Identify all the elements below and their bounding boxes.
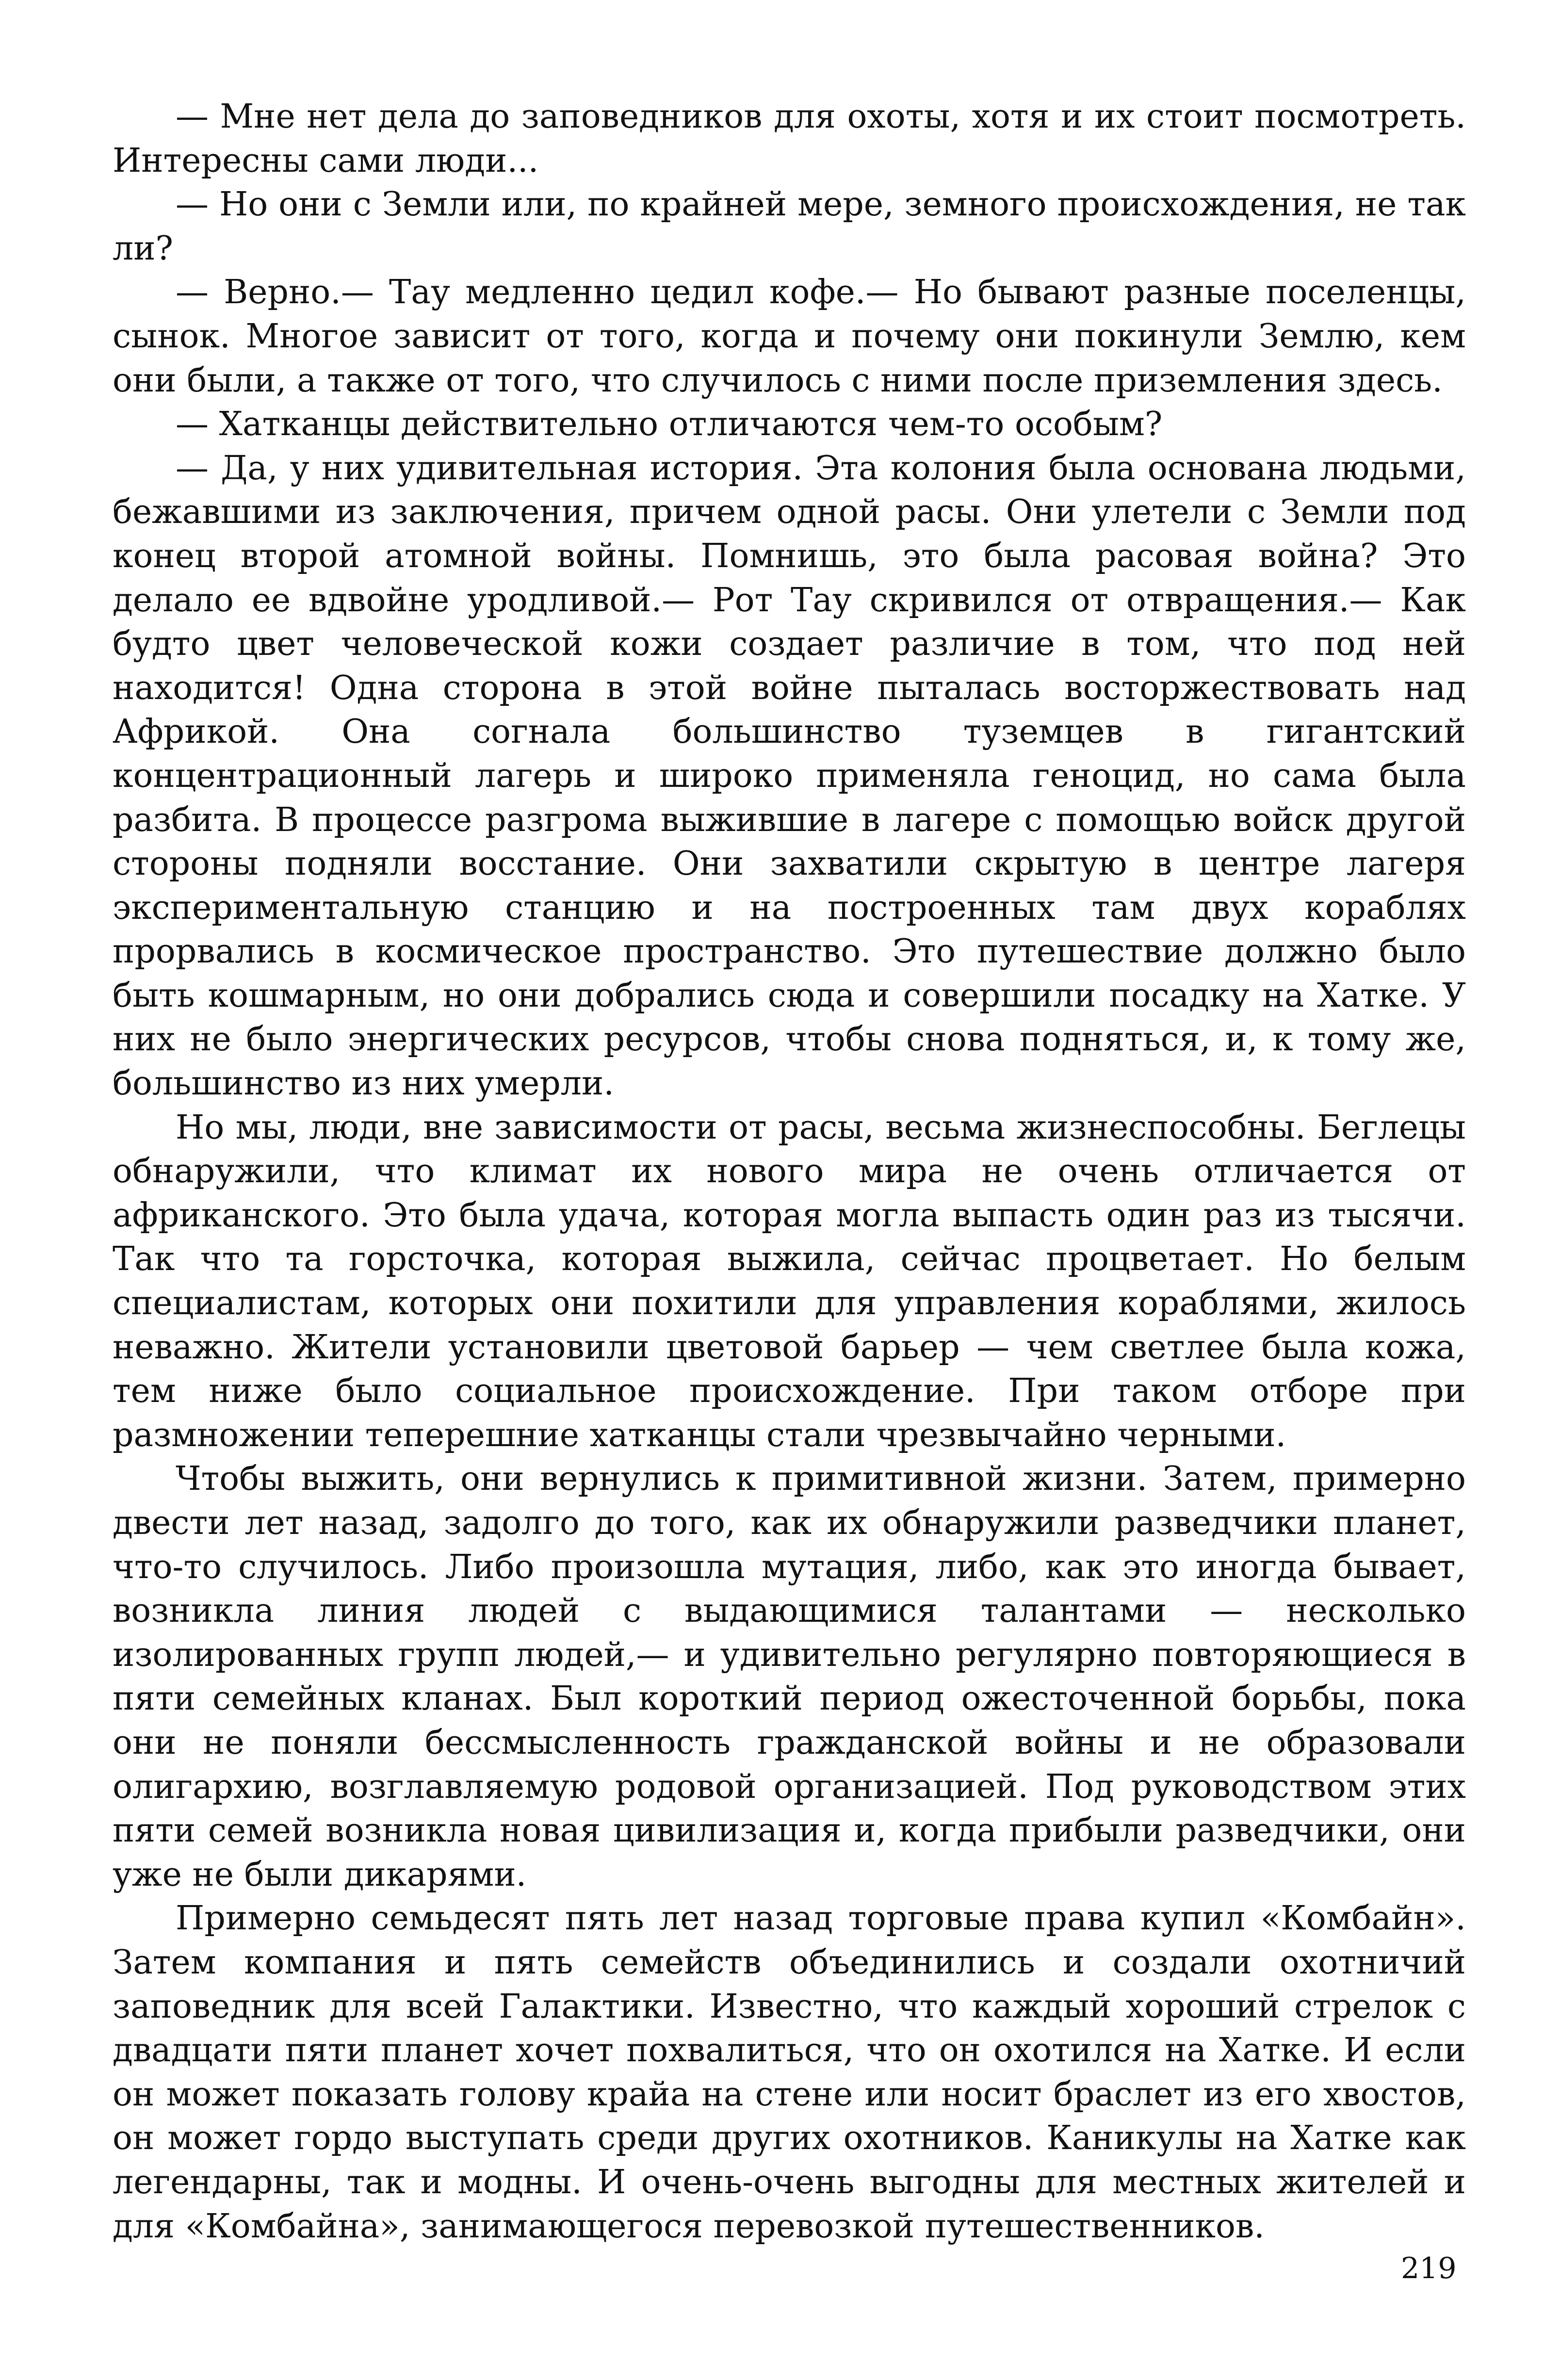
paragraph-1: — Мне нет дела до заповедников для охоты, хотя и их стоит посмотреть. Интересны сами люди... (113, 98, 1466, 180)
paragraph-4: — Хатканцы действительно отличаются чем-то особым? (176, 405, 1163, 444)
paragraph-6: Но мы, люди, вне зависимости от расы, весьма жизнеспособны. Беглецы обнаружили, что климат их нового мира не очень отличается от африканского. Это была удача, которая могла выпасть один раз из тысячи. Так что та горсточка, которая выжила, сейчас процветает. Но белым специалистам, которых они похитили для управления кораблями, жилось неважно. Жители установили цветовой барьер — чем светлее была кожа, тем ниже было социальное происхождение. При таком отборе при размножении теперешние хатканцы стали чрезвычайно черными. (113, 1108, 1466, 1454)
paragraph-3: — Верно.— Тау медленно цедил кофе.— Но бывают разные поселенцы, сынок. Многое зависит от того, когда и почему они покинули Землю, кем они были, а также от того, что случилось с ними после приземления здесь. (113, 273, 1466, 400)
paragraph-7: Чтобы выжить, они вернулись к примитивной жизни. Затем, примерно двести лет назад, задолго до того, как их обнаружили разведчики планет, что-то случилось. Либо произошла мутация, либо, как это иногда бывает, возникла линия людей с выдающимися талантами — несколько изолированных групп людей,— и удивительно регулярно повторяющиеся в пяти семейных кланах. Был короткий период ожесточенной борьбы, пока они не поняли бессмысленность гражданской войны и не образовали олигархию, возглавляемую родовой организацией. Под руководством этих пяти семей возникла новая цивилизация и, когда прибыли разведчики, они уже не были дикарями. (113, 1460, 1466, 1894)
page-number: 219 (1401, 2251, 1457, 2285)
page-body (113, 95, 1466, 2249)
paragraph-2: — Но они с Земли или, по крайней мере, земного происхождения, не так ли? (113, 185, 1466, 268)
paragraph-5: — Да, у них удивительная история. Эта колония была основана людьми, бежавшими из заключения, причем одной расы. Они улетели с Земли под конец второй атомной войны. Помнишь, это была расовая война? Это делало ее вдвойне уродливой.— Рот Тау скривился от отвращения.— Как будто цвет человеческой кожи создает различие в том, что под ней находится! Одна сторона в этой войне пыталась восторжествовать над Африкой. Она согнала большинство туземцев в гигантский концентрационный лагерь и широко применяла геноцид, но сама была разбита. В процессе разгрома выжившие в лагере с помощью войск другой стороны подняли восстание. Они захватили скрытую в центре лагеря экспериментальную станцию и на построенных там двух кораблях прорвались в космическое пространство. Это путешествие должно было быть кошмарным, но они добрались сюда и совершили посадку на Хатке. У них не было энергических ресурсов, чтобы снова подняться, и, к тому же, большинство из них умерли. (113, 449, 1466, 1103)
paragraph-8: Примерно семьдесят пять лет назад торговые права купил «Комбайн». Затем компания и пять семейств объединились и создали охотничий заповедник для всей Галактики. Известно, что каждый хороший стрелок с двадцати пяти планет хочет похвалиться, что он охотился на Хатке. И если он может показать голову крайа на стене или носит браслет из его хвостов, он может гордо выступать среди других охотников. Каникулы на Хатке как легендарны, так и модны. И очень-очень выгодны для местных жителей и для «Комбайна», занимающегося перевозкой путешественников. (113, 1899, 1466, 2246)
